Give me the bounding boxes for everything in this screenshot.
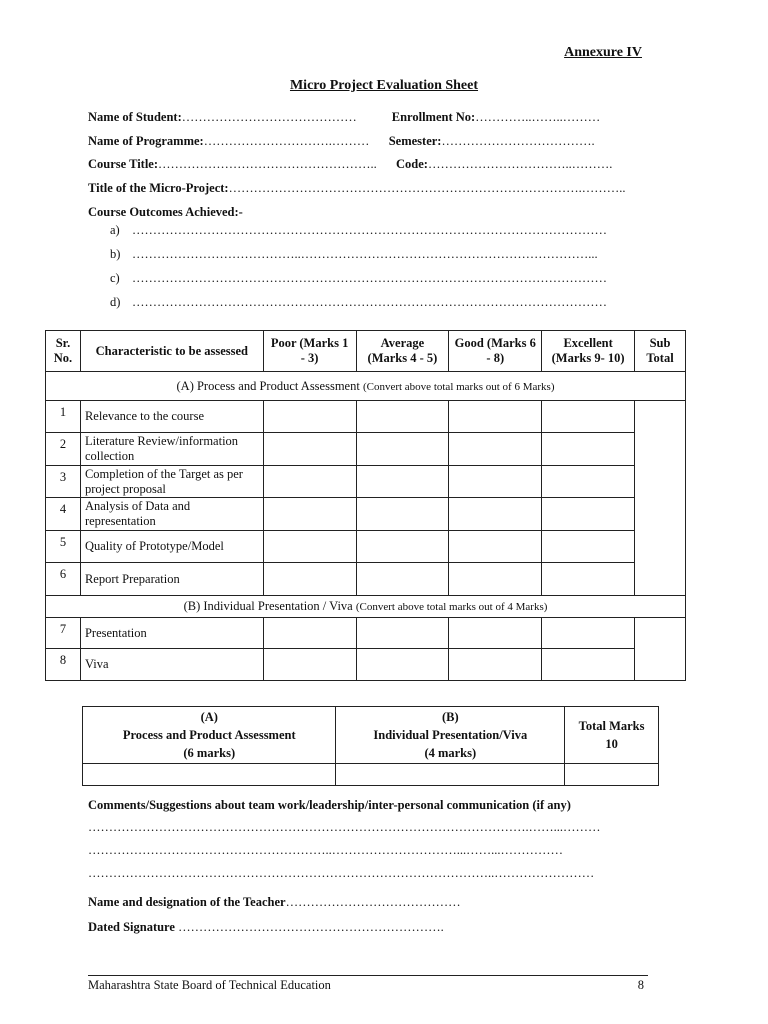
summary-total-title: Total Marks bbox=[578, 719, 645, 733]
header-excellent: Excellent (Marks 9- 10) bbox=[542, 331, 635, 372]
semester-field[interactable]: ………………………………. bbox=[441, 133, 595, 148]
header-characteristic: Characteristic to be assessed bbox=[80, 331, 263, 372]
summary-total-value[interactable] bbox=[565, 764, 659, 786]
row-characteristic: Relevance to the course bbox=[80, 401, 263, 433]
outcome-marker: d) bbox=[110, 294, 121, 309]
cell-average[interactable] bbox=[356, 531, 449, 563]
comments-line[interactable]: …………………………………………………..…………………………...……...…………… bbox=[88, 843, 563, 857]
table-row bbox=[46, 531, 686, 563]
row-characteristic: Analysis of Data and representation bbox=[80, 498, 263, 531]
summary-process-value[interactable] bbox=[83, 764, 336, 786]
section-b-title: (B) Individual Presentation / Viva bbox=[183, 599, 353, 613]
page-title: Micro Project Evaluation Sheet bbox=[289, 78, 479, 93]
summary-total-header bbox=[565, 707, 659, 764]
summary-a-title: Process and Product Assessment bbox=[122, 728, 296, 742]
header-good: Good (Marks 6 - 8) bbox=[449, 331, 542, 372]
cell-good[interactable] bbox=[449, 433, 542, 466]
header-poor: Poor (Marks 1 - 3) bbox=[263, 331, 356, 372]
comments-line[interactable]: …………………………………………………………………………………………….……...……… bbox=[88, 820, 601, 834]
cell-excellent[interactable] bbox=[542, 466, 635, 498]
table-header-row bbox=[46, 331, 686, 372]
row-sr: 1 bbox=[46, 401, 81, 433]
row-sr: 4 bbox=[46, 498, 81, 531]
summary-a-label: (A) bbox=[200, 710, 218, 724]
summary-presentation-value[interactable] bbox=[336, 764, 565, 786]
cell-excellent[interactable] bbox=[542, 531, 635, 563]
cell-subtotal-a[interactable] bbox=[635, 401, 686, 596]
enrollment-field[interactable]: …………..……..……… bbox=[475, 110, 601, 124]
programme-field[interactable]: ………………………….……… bbox=[203, 133, 370, 148]
page-number: 8 bbox=[637, 978, 644, 992]
cell-average[interactable] bbox=[356, 401, 449, 433]
outcome-item bbox=[110, 295, 644, 319]
summary-b-label: (B) bbox=[441, 710, 459, 724]
summary-a-marks: (6 marks) bbox=[183, 746, 236, 760]
programme-label: Name of Programme: bbox=[88, 133, 204, 148]
cell-good[interactable] bbox=[449, 649, 542, 681]
enrollment-label: Enrollment No: bbox=[391, 110, 476, 124]
table-row bbox=[46, 498, 686, 531]
cell-average[interactable] bbox=[356, 466, 449, 498]
student-name-label: Name of Student: bbox=[88, 110, 182, 124]
table-row bbox=[46, 466, 686, 498]
summary-process-header bbox=[83, 707, 336, 764]
page-footer bbox=[88, 978, 644, 993]
cell-average[interactable] bbox=[356, 433, 449, 466]
table-row bbox=[46, 401, 686, 433]
cell-excellent[interactable] bbox=[542, 401, 635, 433]
header-sub-total: Sub Total bbox=[635, 331, 686, 372]
row-characteristic: Completion of the Target as per project proposal bbox=[80, 466, 263, 498]
cell-poor[interactable] bbox=[263, 401, 356, 433]
outcome-marker: b) bbox=[110, 246, 121, 261]
summary-header-row bbox=[83, 707, 659, 764]
table-row bbox=[46, 618, 686, 649]
annexure-label: Annexure IV bbox=[564, 45, 642, 60]
micro-project-field[interactable]: ………………………………………………………………………….……….. bbox=[228, 180, 626, 195]
cell-good[interactable] bbox=[449, 563, 542, 596]
table-row bbox=[46, 433, 686, 466]
row-characteristic: Report Preparation bbox=[80, 563, 263, 596]
course-title-label: Course Title: bbox=[88, 157, 159, 171]
cell-good[interactable] bbox=[449, 618, 542, 649]
cell-poor[interactable] bbox=[263, 531, 356, 563]
student-enrollment-row bbox=[88, 110, 644, 134]
cell-excellent[interactable] bbox=[542, 649, 635, 681]
cell-poor[interactable] bbox=[263, 498, 356, 531]
row-sr: 2 bbox=[46, 433, 81, 466]
table-row bbox=[46, 563, 686, 596]
teacher-label: Name and designation of the Teacher bbox=[88, 895, 286, 909]
teacher-field[interactable]: …………………………………… bbox=[285, 895, 461, 909]
summary-b-marks: (4 marks) bbox=[424, 746, 477, 760]
section-b-row bbox=[46, 596, 686, 618]
comments-line[interactable]: ……………………………………………………………………………………..…………………… bbox=[88, 866, 595, 880]
summary-presentation-header bbox=[336, 707, 565, 764]
outcome-marker: c) bbox=[110, 270, 120, 285]
cell-average[interactable] bbox=[356, 563, 449, 596]
summary-value-row bbox=[83, 764, 659, 786]
comments-label: Comments/Suggestions about team work/leadership/inter-personal communication (if any) bbox=[88, 798, 571, 812]
cell-good[interactable] bbox=[449, 466, 542, 498]
semester-label: Semester: bbox=[388, 133, 442, 148]
cell-average[interactable] bbox=[356, 649, 449, 681]
outcome-field[interactable]: …………………………………..……………………………………………………………... bbox=[132, 246, 598, 261]
code-label: Code: bbox=[396, 157, 428, 171]
signature-label: Dated Signature bbox=[88, 919, 175, 934]
cell-excellent[interactable] bbox=[542, 498, 635, 531]
section-a-heading bbox=[46, 372, 686, 401]
header-sr-no: Sr. No. bbox=[46, 331, 81, 372]
summary-table bbox=[82, 706, 659, 786]
outcome-item bbox=[110, 247, 644, 271]
cell-good[interactable] bbox=[449, 401, 542, 433]
student-info-fields bbox=[88, 110, 644, 319]
signature-field[interactable]: ………………………………………………………. bbox=[178, 919, 444, 934]
code-field[interactable]: ……………………………..………. bbox=[427, 157, 613, 171]
row-sr: 5 bbox=[46, 531, 81, 563]
cell-poor[interactable] bbox=[263, 466, 356, 498]
cell-excellent[interactable] bbox=[542, 563, 635, 596]
summary-total-marks: 10 bbox=[605, 737, 618, 751]
row-characteristic: Quality of Prototype/Model bbox=[80, 531, 263, 563]
outcome-field[interactable]: …………………………………………………………………………………………………… bbox=[132, 270, 607, 285]
row-sr: 7 bbox=[46, 618, 81, 649]
row-sr: 8 bbox=[46, 649, 81, 681]
signature-row bbox=[88, 920, 644, 944]
section-a-note: (Convert above total marks out of 6 Marks) bbox=[362, 380, 555, 393]
cell-good[interactable] bbox=[449, 498, 542, 531]
footer-organization: Maharashtra State Board of Technical Education bbox=[88, 978, 331, 992]
cell-good[interactable] bbox=[449, 531, 542, 563]
course-code-row bbox=[88, 157, 644, 181]
student-name-field[interactable]: …………………………………… bbox=[181, 110, 357, 124]
cell-poor[interactable] bbox=[263, 649, 356, 681]
table-row bbox=[46, 649, 686, 681]
cell-poor[interactable] bbox=[263, 433, 356, 466]
outcome-item bbox=[110, 271, 644, 295]
summary-b-title: Individual Presentation/Viva bbox=[373, 728, 528, 742]
course-outcomes-label: Course Outcomes Achieved:- bbox=[88, 205, 243, 219]
micro-project-row bbox=[88, 181, 644, 205]
cell-poor[interactable] bbox=[263, 563, 356, 596]
section-a-row bbox=[46, 372, 686, 401]
cell-average[interactable] bbox=[356, 618, 449, 649]
course-title-field[interactable]: …………………………………………….. bbox=[158, 157, 377, 171]
footer-divider bbox=[88, 975, 648, 976]
cell-subtotal-b[interactable] bbox=[635, 618, 686, 681]
micro-project-label: Title of the Micro-Project: bbox=[88, 180, 229, 195]
outcome-item bbox=[110, 223, 644, 247]
header-average: Average (Marks 4 - 5) bbox=[356, 331, 449, 372]
cell-excellent[interactable] bbox=[542, 433, 635, 466]
row-characteristic: Literature Review/information collection bbox=[80, 433, 263, 466]
outcome-marker: a) bbox=[110, 222, 120, 237]
cell-excellent[interactable] bbox=[542, 618, 635, 649]
outcome-field[interactable]: …………………………………………………………………………………………………… bbox=[132, 222, 607, 237]
course-outcomes-list bbox=[110, 223, 644, 319]
section-a-title: (A) Process and Product Assessment bbox=[176, 378, 360, 393]
comments-section bbox=[88, 798, 644, 943]
evaluation-table bbox=[45, 330, 686, 681]
cell-poor[interactable] bbox=[263, 618, 356, 649]
row-characteristic: Presentation bbox=[80, 618, 263, 649]
row-sr: 3 bbox=[46, 466, 81, 498]
section-b-heading bbox=[46, 596, 686, 618]
row-characteristic: Viva bbox=[80, 649, 263, 681]
cell-average[interactable] bbox=[356, 498, 449, 531]
teacher-row bbox=[88, 895, 644, 919]
row-sr: 6 bbox=[46, 563, 81, 596]
outcome-field[interactable]: …………………………………………………………………………………………………… bbox=[132, 294, 607, 309]
programme-semester-row bbox=[88, 134, 644, 158]
section-b-note: (Convert above total marks out of 4 Marks) bbox=[355, 601, 548, 613]
